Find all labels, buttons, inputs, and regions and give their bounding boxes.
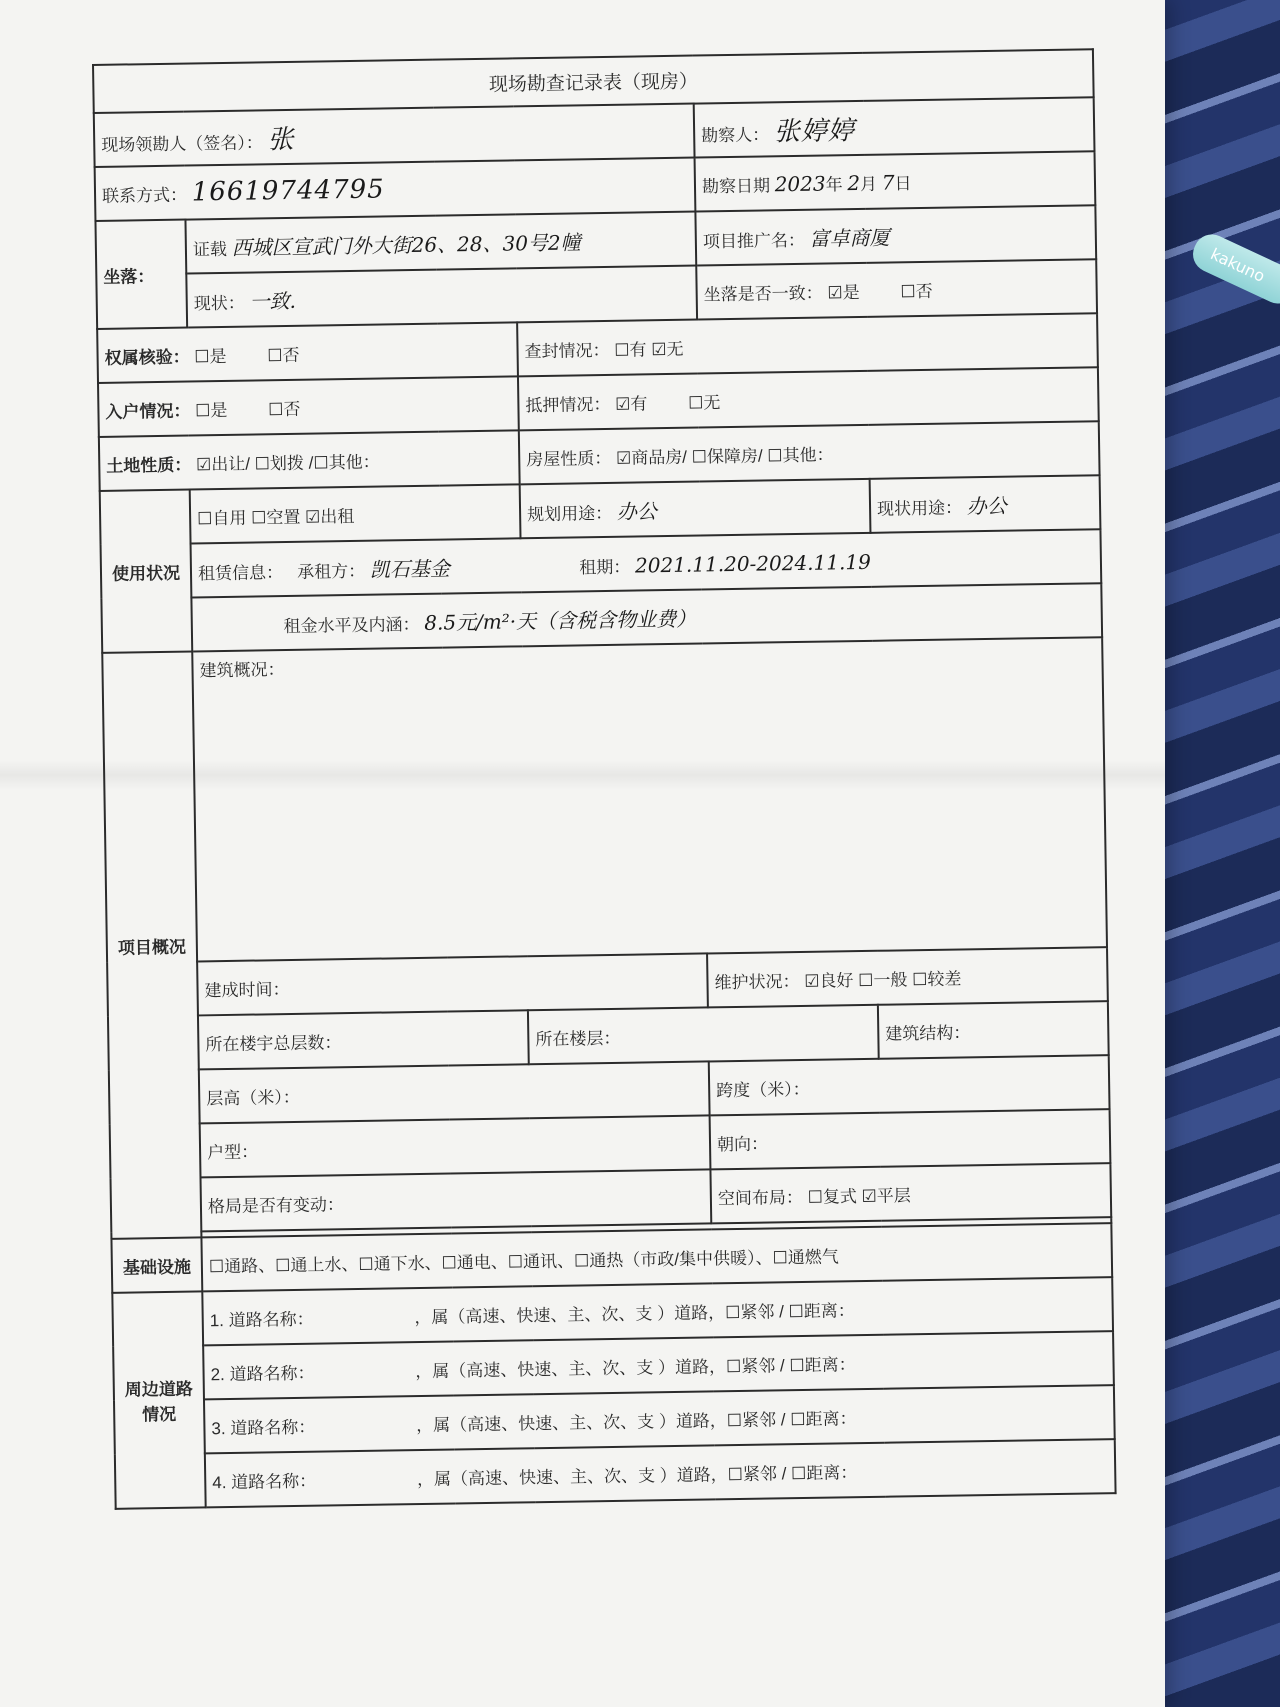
year-char: 年 — [825, 174, 843, 194]
road-3-type[interactable]: ，属（高速、快速、主、次、支 ）道路，☐紧邻 / ☐距离： — [416, 1408, 857, 1435]
space-layout-label: 空间布局： — [717, 1187, 804, 1208]
entry-cell — [98, 376, 519, 437]
seal-cell — [517, 313, 1098, 376]
road-1-name: 1. 道路名称： — [209, 1309, 314, 1330]
orientation-label: 朝向： — [716, 1134, 769, 1154]
cert-value: 西城区宣武门外大街26、28、30号2幢 — [231, 229, 581, 260]
consistent-label: 坐落是否一致： — [703, 283, 823, 304]
built-time-cell — [197, 953, 708, 1015]
lead-surveyor-cell — [94, 104, 695, 167]
planned-use-value: 办公 — [616, 498, 658, 524]
height-cell — [199, 1061, 710, 1123]
mortgage-label: 抵押情况： — [525, 394, 611, 415]
pen-brand-label: kakuno — [1207, 244, 1268, 286]
current-label: 现状： — [193, 293, 245, 313]
mortgage-cell — [518, 367, 1099, 430]
building-overview-label: 建筑概况： — [199, 660, 285, 681]
floor-cell — [528, 1005, 879, 1064]
survey-date-month: 2 — [847, 170, 861, 195]
road-3-name: 3. 道路名称： — [211, 1417, 316, 1438]
planned-use-label: 规划用途： — [526, 503, 613, 524]
survey-date-label: 勘察日期 — [701, 175, 771, 196]
lease-info-label: 租赁信息： — [197, 562, 284, 583]
ownership-label: 权属核验： — [104, 347, 190, 368]
lease-term-value: 2021.11.20-2024.11.19 — [634, 549, 871, 578]
contact-cell — [95, 158, 696, 221]
ownership-cell — [97, 322, 518, 383]
survey-date-cell — [695, 151, 1096, 211]
survey-date-year: 2023 — [774, 170, 826, 196]
span-cell — [709, 1055, 1110, 1115]
consistent-yes-checkbox[interactable]: ☑是 — [827, 282, 860, 302]
entry-yes-checkbox[interactable]: ☐是 — [195, 400, 228, 420]
form-title: 现场勘查记录表（现房） — [93, 49, 1094, 113]
ownership-yes-checkbox[interactable]: ☐是 — [194, 346, 227, 366]
land-options[interactable]: ☑出让/ ☐划拨 /☐其他： — [195, 452, 380, 474]
month-char: 月 — [859, 174, 878, 194]
tenant-value: 凯石基金 — [369, 555, 451, 582]
house-options[interactable]: ☑商品房/ ☐保障房/ ☐其他： — [615, 444, 834, 468]
infra-options[interactable]: ☐通路、☐通上水、☐通下水、☐通电、☐通讯、☐通热（市政/集中供暖）、☐通燃气 — [201, 1223, 1112, 1291]
layout-change-label: 格局是否有变动： — [207, 1194, 345, 1216]
entry-label: 入户情况： — [105, 400, 191, 422]
actual-use-label: 现状用途： — [876, 497, 963, 519]
lead-surveyor-label: 现场领勘人（签名）： — [101, 132, 263, 155]
rent-label: 租金水平及内涵： — [283, 614, 420, 636]
tenant-label: 承租方： — [297, 561, 366, 582]
usage-label: 使用状况 — [100, 490, 193, 653]
house-label: 房屋性质： — [526, 448, 612, 469]
maintenance-cell — [707, 947, 1108, 1007]
lease-term-label: 租期： — [579, 557, 631, 577]
ownership-no-checkbox[interactable]: ☐否 — [267, 345, 300, 365]
day-char: 日 — [894, 173, 912, 193]
building-overview-cell — [192, 637, 1107, 961]
land-label: 土地性质： — [106, 454, 192, 476]
location-label: 坐落： — [95, 220, 187, 329]
current-state-cell — [186, 266, 697, 328]
survey-date-day: 7 — [881, 169, 895, 195]
promo-name-label: 项目推广名： — [702, 230, 805, 251]
road-2-type[interactable]: ，属（高速、快速、主、次、支 ）道路，☐紧邻 / ☐距离： — [415, 1354, 856, 1381]
layout-change-cell — [201, 1169, 712, 1231]
consistent-cell — [696, 259, 1097, 319]
built-time-label: 建成时间： — [204, 979, 290, 1000]
space-layout-cell — [710, 1163, 1111, 1223]
actual-use-cell — [870, 475, 1101, 533]
promo-name-value: 富卓商厦 — [809, 224, 890, 251]
usage-options[interactable]: ☐自用 ☐空置 ☑出租 — [190, 484, 521, 543]
infra-label: 基础设施 — [111, 1237, 202, 1292]
total-floors-cell — [198, 1010, 529, 1069]
project-overview-label: 项目概况 — [102, 651, 201, 1238]
contact-label: 联系方式： — [101, 185, 188, 206]
maintenance-options[interactable]: ☑良好 ☐一般 ☐较差 — [804, 968, 962, 991]
lead-surveyor-signature: 张 — [267, 124, 295, 155]
mortgage-no-checkbox[interactable]: ☐无 — [687, 392, 721, 413]
survey-form — [92, 48, 1114, 1492]
actual-use-value: 办公 — [966, 493, 1007, 518]
current-value: 一致. — [249, 288, 297, 314]
surveyor-signature: 张婷婷 — [773, 115, 856, 147]
seal-no-checkbox[interactable]: ☑无 — [651, 339, 684, 359]
planned-use-cell — [520, 479, 871, 538]
cert-cell — [185, 212, 696, 274]
span-label: 跨度（米）： — [716, 1079, 810, 1100]
surveyor-label: 勘察人： — [701, 124, 770, 145]
consistent-no-checkbox[interactable]: ☐否 — [900, 281, 933, 301]
seal-yes-checkbox[interactable]: ☐有 — [614, 339, 647, 360]
promo-name-cell — [695, 205, 1096, 265]
roads-label: 周边道路情况 — [112, 1291, 205, 1508]
total-floors-label: 所在楼宇总层数： — [205, 1032, 342, 1054]
road-1-type[interactable]: ，属（高速、快速、主、次、支 ）道路，☐紧邻 / ☐距离： — [414, 1300, 855, 1327]
structure-cell — [878, 1001, 1109, 1059]
cert-label: 证载 — [192, 239, 228, 259]
layout-type-label: 户型： — [206, 1142, 259, 1162]
rent-value: 8.5元/m²·天（含税含物业费） — [424, 606, 697, 635]
land-cell — [99, 430, 520, 491]
road-2-name: 2. 道路名称： — [210, 1363, 315, 1384]
road-4-name: 4. 道路名称： — [212, 1471, 317, 1492]
form-table — [92, 48, 1117, 1510]
mortgage-yes-checkbox[interactable]: ☑有 — [614, 393, 648, 414]
seal-label: 查封情况： — [524, 340, 610, 361]
entry-no-checkbox[interactable]: ☐否 — [268, 399, 301, 419]
road-4-type[interactable]: ，属（高速、快速、主、次、支 ）道路，☐紧邻 / ☐距离： — [416, 1462, 858, 1489]
space-layout-options[interactable]: ☐复式 ☑平层 — [807, 1185, 911, 1207]
layout-type-cell — [200, 1115, 711, 1177]
maintenance-label: 维护状况： — [714, 971, 800, 992]
contact-value: 16619744795 — [191, 174, 385, 208]
house-cell — [519, 421, 1100, 484]
surveyor-cell — [694, 97, 1095, 157]
height-label: 层高（米）： — [206, 1087, 300, 1108]
floor-label: 所在楼层： — [535, 1028, 621, 1049]
structure-label: 建筑结构： — [885, 1022, 971, 1044]
orientation-cell — [710, 1109, 1111, 1169]
